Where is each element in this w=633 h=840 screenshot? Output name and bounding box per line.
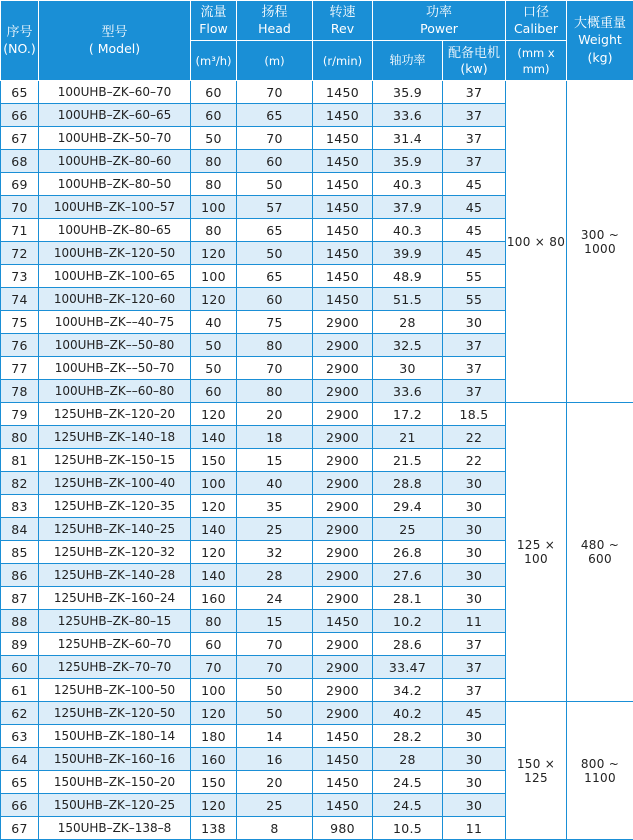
cell-shaft: 29.4	[373, 495, 443, 518]
cell-motor: 55	[443, 265, 506, 288]
cell-model: 150UHB–ZK–138–8	[39, 817, 191, 840]
cell-shaft: 28.8	[373, 472, 443, 495]
header-rev: 转速 Rev	[313, 1, 373, 41]
cell-no: 82	[1, 472, 39, 495]
cell-rev: 2900	[313, 702, 373, 725]
cell-flow: 100	[191, 472, 237, 495]
cell-rev: 1450	[313, 196, 373, 219]
cell-shaft: 33.47	[373, 656, 443, 679]
cell-motor: 30	[443, 472, 506, 495]
cell-flow: 120	[191, 288, 237, 311]
cell-model: 100UHB–ZK–60–70	[39, 81, 191, 104]
cell-flow: 60	[191, 81, 237, 104]
cell-flow: 138	[191, 817, 237, 840]
cell-no: 80	[1, 426, 39, 449]
cell-shaft: 27.6	[373, 564, 443, 587]
cell-model: 125UHB–ZK–120–32	[39, 541, 191, 564]
cell-shaft: 35.9	[373, 81, 443, 104]
cell-shaft: 33.6	[373, 380, 443, 403]
cell-model: 100UHB–ZK–80–60	[39, 150, 191, 173]
cell-rev: 1450	[313, 219, 373, 242]
cell-flow: 60	[191, 104, 237, 127]
cell-flow: 80	[191, 173, 237, 196]
cell-no: 68	[1, 150, 39, 173]
cell-model: 100UHB–ZK–120–60	[39, 288, 191, 311]
cell-model: 125UHB–ZK–140–28	[39, 564, 191, 587]
cell-shaft: 17.2	[373, 403, 443, 426]
cell-shaft: 28	[373, 311, 443, 334]
spec-body	[1, 81, 633, 840]
cell-model: 100UHB–ZK––40–75	[39, 311, 191, 334]
cell-shaft: 33.6	[373, 104, 443, 127]
cell-model: 150UHB–ZK–180–14	[39, 725, 191, 748]
cell-caliber-group: 100 × 80	[506, 81, 567, 403]
cell-head: 16	[237, 748, 313, 771]
cell-motor: 11	[443, 817, 506, 840]
cell-motor: 30	[443, 311, 506, 334]
cell-no: 85	[1, 541, 39, 564]
cell-shaft: 39.9	[373, 242, 443, 265]
cell-head: 80	[237, 380, 313, 403]
cell-shaft: 34.2	[373, 679, 443, 702]
cell-no: 61	[1, 679, 39, 702]
cell-head: 65	[237, 265, 313, 288]
cell-model: 125UHB–ZK–120–35	[39, 495, 191, 518]
cell-motor: 22	[443, 449, 506, 472]
cell-no: 84	[1, 518, 39, 541]
cell-motor: 18.5	[443, 403, 506, 426]
cell-no: 63	[1, 725, 39, 748]
cell-no: 88	[1, 610, 39, 633]
cell-model: 125UHB–ZK–140–18	[39, 426, 191, 449]
cell-shaft: 35.9	[373, 150, 443, 173]
cell-no: 73	[1, 265, 39, 288]
cell-no: 71	[1, 219, 39, 242]
cell-flow: 160	[191, 748, 237, 771]
cell-model: 100UHB–ZK–50–70	[39, 127, 191, 150]
cell-rev: 2900	[313, 357, 373, 380]
cell-rev: 1450	[313, 748, 373, 771]
cell-shaft: 48.9	[373, 265, 443, 288]
cell-head: 40	[237, 472, 313, 495]
header-caliber: 口径 Caliber	[506, 1, 567, 41]
cell-shaft: 28.1	[373, 587, 443, 610]
cell-motor: 37	[443, 656, 506, 679]
cell-model: 125UHB–ZK–70–70	[39, 656, 191, 679]
cell-flow: 120	[191, 541, 237, 564]
cell-motor: 30	[443, 564, 506, 587]
cell-rev: 2900	[313, 564, 373, 587]
cell-no: 87	[1, 587, 39, 610]
cell-motor: 37	[443, 357, 506, 380]
cell-weight-group: 480 ~ 600	[567, 403, 633, 702]
cell-head: 32	[237, 541, 313, 564]
cell-flow: 40	[191, 311, 237, 334]
cell-flow: 100	[191, 265, 237, 288]
cell-head: 35	[237, 495, 313, 518]
header-head-unit: (m)	[237, 41, 313, 81]
cell-rev: 1450	[313, 173, 373, 196]
cell-motor: 30	[443, 541, 506, 564]
cell-model: 125UHB–ZK–100–50	[39, 679, 191, 702]
cell-shaft: 28.6	[373, 633, 443, 656]
cell-head: 70	[237, 81, 313, 104]
cell-model: 125UHB–ZK–160–24	[39, 587, 191, 610]
cell-rev: 2900	[313, 426, 373, 449]
cell-model: 150UHB–ZK–150–20	[39, 771, 191, 794]
cell-flow: 150	[191, 771, 237, 794]
cell-head: 20	[237, 771, 313, 794]
cell-flow: 60	[191, 380, 237, 403]
cell-rev: 1450	[313, 127, 373, 150]
cell-head: 28	[237, 564, 313, 587]
cell-head: 80	[237, 334, 313, 357]
cell-no: 76	[1, 334, 39, 357]
cell-motor: 37	[443, 104, 506, 127]
cell-flow: 140	[191, 518, 237, 541]
cell-no: 89	[1, 633, 39, 656]
cell-shaft: 30	[373, 357, 443, 380]
cell-rev: 1450	[313, 242, 373, 265]
cell-head: 50	[237, 702, 313, 725]
cell-flow: 120	[191, 242, 237, 265]
cell-no: 64	[1, 748, 39, 771]
cell-head: 70	[237, 633, 313, 656]
cell-rev: 2900	[313, 472, 373, 495]
cell-rev: 1450	[313, 610, 373, 633]
cell-rev: 1450	[313, 104, 373, 127]
cell-model: 125UHB–ZK–80–15	[39, 610, 191, 633]
cell-shaft: 21.5	[373, 449, 443, 472]
cell-no: 86	[1, 564, 39, 587]
cell-rev: 1450	[313, 81, 373, 104]
cell-caliber-group: 150 × 125	[506, 702, 567, 840]
cell-no: 60	[1, 656, 39, 679]
cell-rev: 2900	[313, 679, 373, 702]
cell-no: 67	[1, 817, 39, 840]
cell-flow: 50	[191, 357, 237, 380]
cell-shaft: 25	[373, 518, 443, 541]
cell-motor: 37	[443, 81, 506, 104]
cell-head: 70	[237, 656, 313, 679]
header-motor: 配备电机 (kw)	[443, 41, 506, 81]
cell-rev: 2900	[313, 495, 373, 518]
cell-flow: 180	[191, 725, 237, 748]
cell-flow: 160	[191, 587, 237, 610]
cell-rev: 1450	[313, 771, 373, 794]
header-flow: 流量 Flow	[191, 1, 237, 41]
cell-shaft: 31.4	[373, 127, 443, 150]
cell-rev: 1450	[313, 150, 373, 173]
cell-no: 62	[1, 702, 39, 725]
cell-head: 15	[237, 449, 313, 472]
cell-flow: 60	[191, 633, 237, 656]
cell-motor: 55	[443, 288, 506, 311]
cell-head: 8	[237, 817, 313, 840]
cell-rev: 2900	[313, 449, 373, 472]
cell-rev: 1450	[313, 794, 373, 817]
cell-rev: 2900	[313, 518, 373, 541]
cell-motor: 30	[443, 518, 506, 541]
cell-no: 78	[1, 380, 39, 403]
cell-rev: 2900	[313, 311, 373, 334]
cell-flow: 80	[191, 150, 237, 173]
cell-shaft: 24.5	[373, 771, 443, 794]
cell-flow: 140	[191, 426, 237, 449]
cell-flow: 140	[191, 564, 237, 587]
cell-model: 100UHB–ZK––60–80	[39, 380, 191, 403]
cell-shaft: 24.5	[373, 794, 443, 817]
cell-model: 125UHB–ZK–100–40	[39, 472, 191, 495]
cell-head: 65	[237, 219, 313, 242]
cell-motor: 45	[443, 242, 506, 265]
cell-head: 60	[237, 150, 313, 173]
cell-head: 15	[237, 610, 313, 633]
cell-motor: 37	[443, 633, 506, 656]
cell-head: 50	[237, 679, 313, 702]
cell-flow: 50	[191, 334, 237, 357]
cell-weight-group: 800 ~ 1100	[567, 702, 633, 840]
cell-shaft: 40.3	[373, 173, 443, 196]
cell-model: 100UHB–ZK––50–70	[39, 357, 191, 380]
cell-model: 150UHB–ZK–120–25	[39, 794, 191, 817]
cell-rev: 2900	[313, 380, 373, 403]
header-rev-unit: (r/min)	[313, 41, 373, 81]
cell-model: 150UHB–ZK–160–16	[39, 748, 191, 771]
cell-no: 74	[1, 288, 39, 311]
cell-head: 50	[237, 173, 313, 196]
cell-rev: 2900	[313, 633, 373, 656]
cell-motor: 30	[443, 495, 506, 518]
cell-rev: 1450	[313, 725, 373, 748]
cell-flow: 120	[191, 403, 237, 426]
cell-rev: 2900	[313, 656, 373, 679]
cell-motor: 30	[443, 725, 506, 748]
cell-head: 70	[237, 127, 313, 150]
cell-motor: 30	[443, 587, 506, 610]
cell-shaft: 51.5	[373, 288, 443, 311]
cell-flow: 70	[191, 656, 237, 679]
cell-model: 100UHB–ZK––50–80	[39, 334, 191, 357]
cell-motor: 22	[443, 426, 506, 449]
header-weight: 大概重量 Weight (kg)	[567, 1, 633, 81]
cell-head: 65	[237, 104, 313, 127]
cell-no: 83	[1, 495, 39, 518]
cell-model: 100UHB–ZK–100–65	[39, 265, 191, 288]
cell-weight-group: 300 ~ 1000	[567, 81, 633, 403]
cell-no: 66	[1, 794, 39, 817]
cell-motor: 45	[443, 196, 506, 219]
cell-model: 100UHB–ZK–80–65	[39, 219, 191, 242]
cell-shaft: 28	[373, 748, 443, 771]
header-no: 序号 (NO.)	[1, 1, 39, 81]
cell-rev: 2900	[313, 334, 373, 357]
cell-model: 125UHB–ZK–120–50	[39, 702, 191, 725]
cell-no: 70	[1, 196, 39, 219]
cell-model: 125UHB–ZK–120–20	[39, 403, 191, 426]
cell-motor: 37	[443, 334, 506, 357]
cell-rev: 1450	[313, 288, 373, 311]
table-row	[1, 702, 633, 725]
cell-rev: 980	[313, 817, 373, 840]
cell-no: 65	[1, 771, 39, 794]
cell-motor: 37	[443, 150, 506, 173]
cell-shaft: 21	[373, 426, 443, 449]
cell-head: 25	[237, 794, 313, 817]
cell-head: 24	[237, 587, 313, 610]
cell-head: 20	[237, 403, 313, 426]
cell-flow: 80	[191, 219, 237, 242]
cell-motor: 30	[443, 748, 506, 771]
cell-flow: 100	[191, 679, 237, 702]
cell-flow: 80	[191, 610, 237, 633]
table-row	[1, 403, 633, 426]
cell-head: 50	[237, 242, 313, 265]
cell-head: 14	[237, 725, 313, 748]
cell-model: 100UHB–ZK–100–57	[39, 196, 191, 219]
cell-shaft: 37.9	[373, 196, 443, 219]
cell-flow: 100	[191, 196, 237, 219]
cell-caliber-group: 125 × 100	[506, 403, 567, 702]
cell-flow: 120	[191, 794, 237, 817]
cell-no: 67	[1, 127, 39, 150]
cell-motor: 45	[443, 173, 506, 196]
cell-motor: 37	[443, 679, 506, 702]
cell-motor: 45	[443, 219, 506, 242]
cell-model: 100UHB–ZK–60–65	[39, 104, 191, 127]
header-caliber-unit: (mm x mm)	[506, 41, 567, 81]
header-head: 扬程 Head	[237, 1, 313, 41]
cell-shaft: 10.2	[373, 610, 443, 633]
cell-shaft: 28.2	[373, 725, 443, 748]
cell-motor: 30	[443, 771, 506, 794]
cell-flow: 120	[191, 702, 237, 725]
cell-shaft: 40.2	[373, 702, 443, 725]
cell-model: 100UHB–ZK–80–50	[39, 173, 191, 196]
cell-flow: 150	[191, 449, 237, 472]
cell-motor: 37	[443, 127, 506, 150]
cell-shaft: 32.5	[373, 334, 443, 357]
cell-head: 75	[237, 311, 313, 334]
header-power: 功率 Power	[373, 1, 506, 41]
cell-no: 79	[1, 403, 39, 426]
cell-shaft: 40.3	[373, 219, 443, 242]
cell-shaft: 26.8	[373, 541, 443, 564]
header-shaft-power: 轴功率	[373, 41, 443, 81]
cell-no: 69	[1, 173, 39, 196]
header-model: 型号 ( Model)	[39, 1, 191, 81]
cell-head: 57	[237, 196, 313, 219]
cell-motor: 30	[443, 794, 506, 817]
cell-head: 25	[237, 518, 313, 541]
table-row	[1, 81, 633, 104]
cell-head: 70	[237, 357, 313, 380]
cell-rev: 2900	[313, 541, 373, 564]
cell-model: 125UHB–ZK–150–15	[39, 449, 191, 472]
cell-no: 66	[1, 104, 39, 127]
cell-motor: 37	[443, 380, 506, 403]
cell-model: 100UHB–ZK–120–50	[39, 242, 191, 265]
cell-rev: 1450	[313, 265, 373, 288]
cell-motor: 45	[443, 702, 506, 725]
cell-no: 77	[1, 357, 39, 380]
cell-model: 125UHB–ZK–140–25	[39, 518, 191, 541]
cell-rev: 2900	[313, 587, 373, 610]
cell-rev: 2900	[313, 403, 373, 426]
cell-no: 65	[1, 81, 39, 104]
cell-no: 75	[1, 311, 39, 334]
cell-no: 81	[1, 449, 39, 472]
cell-head: 60	[237, 288, 313, 311]
cell-shaft: 10.5	[373, 817, 443, 840]
cell-head: 18	[237, 426, 313, 449]
cell-no: 72	[1, 242, 39, 265]
cell-flow: 50	[191, 127, 237, 150]
header-flow-unit: (m³/h)	[191, 41, 237, 81]
cell-flow: 120	[191, 495, 237, 518]
cell-model: 125UHB–ZK–60–70	[39, 633, 191, 656]
cell-motor: 11	[443, 610, 506, 633]
